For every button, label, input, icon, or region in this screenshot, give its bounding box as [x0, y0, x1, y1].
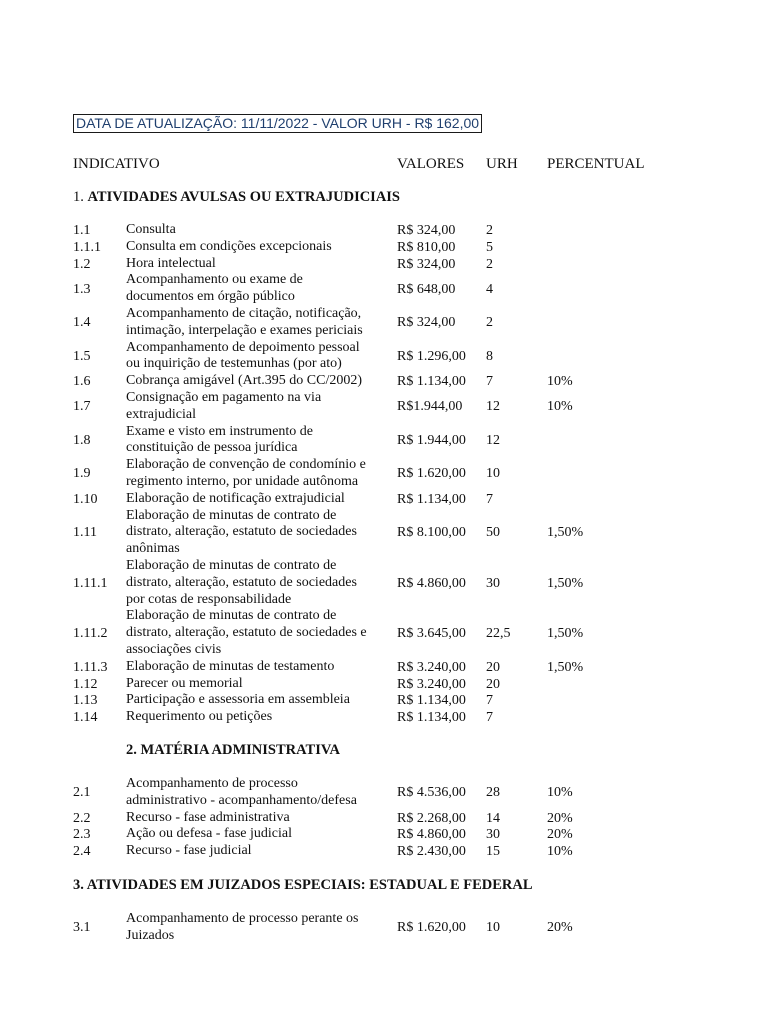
row-value: R$ 1.620,00 — [397, 920, 466, 936]
row-value: R$ 3.240,00 — [397, 659, 466, 675]
table-row — [0, 491, 768, 508]
row-percent: 1,50% — [547, 626, 584, 642]
row-value: R$ 4.860,00 — [397, 827, 466, 843]
row-urh: 12 — [486, 399, 500, 415]
row-description — [126, 911, 396, 945]
row-description — [126, 676, 396, 693]
row-index: 1.12 — [73, 676, 98, 692]
table-row — [0, 457, 768, 491]
row-description — [126, 424, 396, 458]
row-percent: 10% — [547, 399, 573, 415]
row-index: 1.2 — [73, 256, 91, 272]
table-row — [0, 911, 768, 945]
row-description — [126, 390, 396, 424]
row-percent: 10% — [547, 374, 573, 390]
row-percent: 1,50% — [547, 525, 584, 541]
row-index: 1.3 — [73, 281, 91, 297]
description-line: associações civis — [126, 641, 222, 657]
description-line: Acompanhamento ou exame de — [126, 272, 303, 288]
row-description — [126, 659, 396, 676]
row-urh: 2 — [486, 256, 493, 272]
row-value: R$ 2.268,00 — [397, 810, 466, 826]
row-value: R$ 1.296,00 — [397, 348, 466, 364]
row-index: 1.11 — [73, 525, 97, 541]
row-percent: 20% — [547, 827, 573, 843]
row-description — [126, 692, 396, 709]
row-index: 1.1.1 — [73, 239, 101, 255]
description-line: Acompanhamento de processo perante os — [126, 911, 359, 926]
description-line: Consignação em pagamento na via — [126, 390, 322, 405]
row-urh: 22,5 — [486, 626, 511, 642]
table-row — [0, 826, 768, 843]
description-line: Consulta — [126, 222, 176, 237]
row-value: R$ 648,00 — [397, 281, 456, 297]
description-line: distrato, alteração, estatuto de sociedades — [126, 524, 357, 540]
table-row — [0, 424, 768, 458]
row-value: R$ 4.860,00 — [397, 575, 466, 591]
header-urh: URH — [486, 156, 518, 172]
table-row — [0, 239, 768, 256]
row-urh: 8 — [486, 348, 493, 364]
description-line: Elaboração de minutas de contrato de — [126, 608, 337, 624]
description-line: Hora intelectual — [126, 255, 216, 271]
row-description — [126, 558, 396, 608]
description-line: por cotas de responsabilidade — [126, 591, 292, 607]
table-row — [0, 676, 768, 693]
row-urh: 2 — [486, 222, 493, 238]
row-value: R$ 324,00 — [397, 315, 456, 331]
table-row — [0, 508, 768, 558]
row-index: 2.4 — [73, 844, 91, 860]
row-description — [126, 826, 396, 843]
row-description — [126, 272, 396, 306]
table-row — [0, 340, 768, 374]
row-value: R$ 1.134,00 — [397, 693, 466, 709]
row-index: 1.9 — [73, 466, 91, 482]
row-value: R$ 1.134,00 — [397, 491, 466, 507]
row-urh: 15 — [486, 844, 500, 860]
row-urh: 12 — [486, 432, 500, 448]
row-description — [126, 810, 396, 827]
description-line: documentos em órgão público — [126, 289, 295, 305]
row-urh: 10 — [486, 920, 500, 936]
description-line: anônimas — [126, 541, 180, 557]
row-description — [126, 843, 396, 860]
row-urh: 4 — [486, 281, 493, 297]
row-urh: 30 — [486, 575, 500, 591]
row-percent: 20% — [547, 920, 573, 936]
header-valores: VALORES — [397, 156, 465, 172]
section-title — [73, 877, 533, 894]
row-index: 1.5 — [73, 348, 91, 364]
row-percent: 10% — [547, 785, 573, 801]
table-row — [0, 306, 768, 340]
description-line: distrato, alteração, estatuto de sociedades — [126, 574, 357, 590]
row-index: 1.10 — [73, 491, 98, 507]
row-index: 2.2 — [73, 810, 91, 826]
row-description — [126, 608, 396, 658]
row-index: 1.11.3 — [73, 659, 108, 675]
description-line: Exame e visto em instrumento de — [126, 423, 314, 439]
row-index: 1.6 — [73, 374, 91, 390]
row-urh: 50 — [486, 525, 500, 541]
row-urh: 7 — [486, 491, 493, 507]
table-row — [0, 709, 768, 726]
description-line: Cobrança amigável (Art.395 do CC/2002) — [126, 373, 363, 389]
description-line: Elaboração de minutas de testamento — [126, 658, 335, 674]
row-index: 2.3 — [73, 827, 91, 843]
row-urh: 5 — [486, 239, 493, 255]
row-description — [126, 709, 396, 726]
table-row — [0, 659, 768, 676]
row-value: R$ 324,00 — [397, 222, 456, 238]
row-index: 1.14 — [73, 710, 98, 726]
description-line: Ação ou defesa - fase judicial — [126, 826, 292, 842]
table-row — [0, 558, 768, 608]
table-row — [0, 692, 768, 709]
description-line: regimento interno, por unidade autônoma — [126, 473, 359, 489]
row-description — [126, 457, 396, 491]
section-title — [126, 742, 340, 759]
description-line: Acompanhamento de citação, notificação, — [126, 306, 362, 321]
row-percent: 1,50% — [547, 575, 584, 591]
description-line: Recurso - fase administrativa — [126, 809, 290, 825]
description-line: extrajudicial — [126, 406, 196, 422]
table-row — [0, 222, 768, 239]
section-title-text: ATIVIDADES AVULSAS OU EXTRAJUDICIAIS — [87, 189, 401, 205]
table-row — [0, 608, 768, 658]
description-line: Elaboração de notificação extrajudicial — [126, 490, 345, 506]
row-description — [126, 340, 396, 374]
description-line: Juizados — [126, 927, 175, 943]
row-value: R$ 3.645,00 — [397, 626, 466, 642]
row-urh: 14 — [486, 810, 500, 826]
row-urh: 20 — [486, 659, 500, 675]
update-date-banner: DATA DE ATUALIZAÇÃO: 11/11/2022 - VALOR URH - R$ 162,00 — [73, 114, 482, 133]
row-description — [126, 239, 396, 256]
description-line: Consulta em condições excepcionais — [126, 238, 332, 254]
table-row — [0, 272, 768, 306]
row-index: 1.11.1 — [73, 575, 108, 591]
row-value: R$ 1.944,00 — [397, 432, 466, 448]
header-indicativo: INDICATIVO — [73, 156, 160, 172]
row-index: 1.1 — [73, 222, 91, 238]
table-row — [0, 843, 768, 860]
table-row — [0, 390, 768, 424]
row-index: 1.13 — [73, 693, 98, 709]
row-description — [126, 373, 396, 390]
row-index: 2.1 — [73, 785, 91, 801]
row-index: 1.4 — [73, 315, 91, 331]
row-description — [126, 508, 396, 558]
row-index: 1.8 — [73, 432, 91, 448]
row-value: R$ 3.240,00 — [397, 676, 466, 692]
section-number: 2. — [126, 742, 141, 758]
description-line: Elaboração de minutas de contrato de — [126, 558, 337, 573]
row-percent: 1,50% — [547, 659, 584, 675]
row-value: R$ 810,00 — [397, 239, 456, 255]
row-percent: 10% — [547, 844, 573, 860]
row-urh: 20 — [486, 676, 500, 692]
row-value: R$ 8.100,00 — [397, 525, 466, 541]
row-value: R$ 2.430,00 — [397, 844, 466, 860]
row-index: 1.7 — [73, 399, 91, 415]
row-description — [126, 491, 396, 508]
description-line: Parecer ou memorial — [126, 675, 243, 691]
row-percent: 20% — [547, 810, 573, 826]
description-line: constituição de pessoa jurídica — [126, 440, 298, 456]
row-urh: 28 — [486, 785, 500, 801]
description-line: Acompanhamento de depoimento pessoal — [126, 339, 360, 355]
row-urh: 30 — [486, 827, 500, 843]
header-percentual: PERCENTUAL — [547, 156, 645, 172]
row-description — [126, 222, 396, 239]
description-line: Requerimento ou petições — [126, 709, 273, 725]
description-line: Participação e assessoria em assembleia — [126, 692, 350, 708]
section-title — [73, 189, 400, 206]
description-line: Elaboração de minutas de contrato de — [126, 507, 337, 523]
description-line: administrativo - acompanhamento/defesa — [126, 792, 357, 808]
row-urh: 7 — [486, 710, 493, 726]
row-value: R$ 1.620,00 — [397, 466, 466, 482]
row-value: R$ 1.134,00 — [397, 710, 466, 726]
row-value: R$ 324,00 — [397, 256, 456, 272]
section-number: 1. — [73, 189, 88, 205]
row-index: 1.11.2 — [73, 626, 108, 642]
row-value: R$1.944,00 — [397, 399, 463, 415]
description-line: distrato, alteração, estatuto de sociedades e — [126, 625, 367, 641]
section-title-text: ATIVIDADES EM JUIZADOS ESPECIAIS: ESTADUAL E FEDERAL — [86, 877, 533, 893]
table-row — [0, 256, 768, 273]
description-line: Recurso - fase judicial — [126, 843, 252, 859]
row-value: R$ 1.134,00 — [397, 374, 466, 390]
row-urh: 2 — [486, 315, 493, 331]
description-line: Acompanhamento de processo — [126, 776, 298, 791]
row-description — [126, 256, 396, 273]
row-description — [126, 306, 396, 340]
row-description — [126, 776, 396, 810]
description-line: intimação, interpelação e exames periciais — [126, 322, 363, 338]
table-row — [0, 776, 768, 810]
description-line: ou inquirição de testemunhas (por ato) — [126, 356, 342, 372]
row-index: 3.1 — [73, 920, 91, 936]
table-row — [0, 373, 768, 390]
row-urh: 7 — [486, 374, 493, 390]
description-line: Elaboração de convenção de condomínio e — [126, 457, 366, 473]
section-title-text: MATÉRIA ADMINISTRATIVA — [140, 742, 340, 758]
row-urh: 10 — [486, 466, 500, 482]
section-number: 3. — [73, 877, 87, 893]
table-row — [0, 810, 768, 827]
row-urh: 7 — [486, 693, 493, 709]
row-value: R$ 4.536,00 — [397, 785, 466, 801]
